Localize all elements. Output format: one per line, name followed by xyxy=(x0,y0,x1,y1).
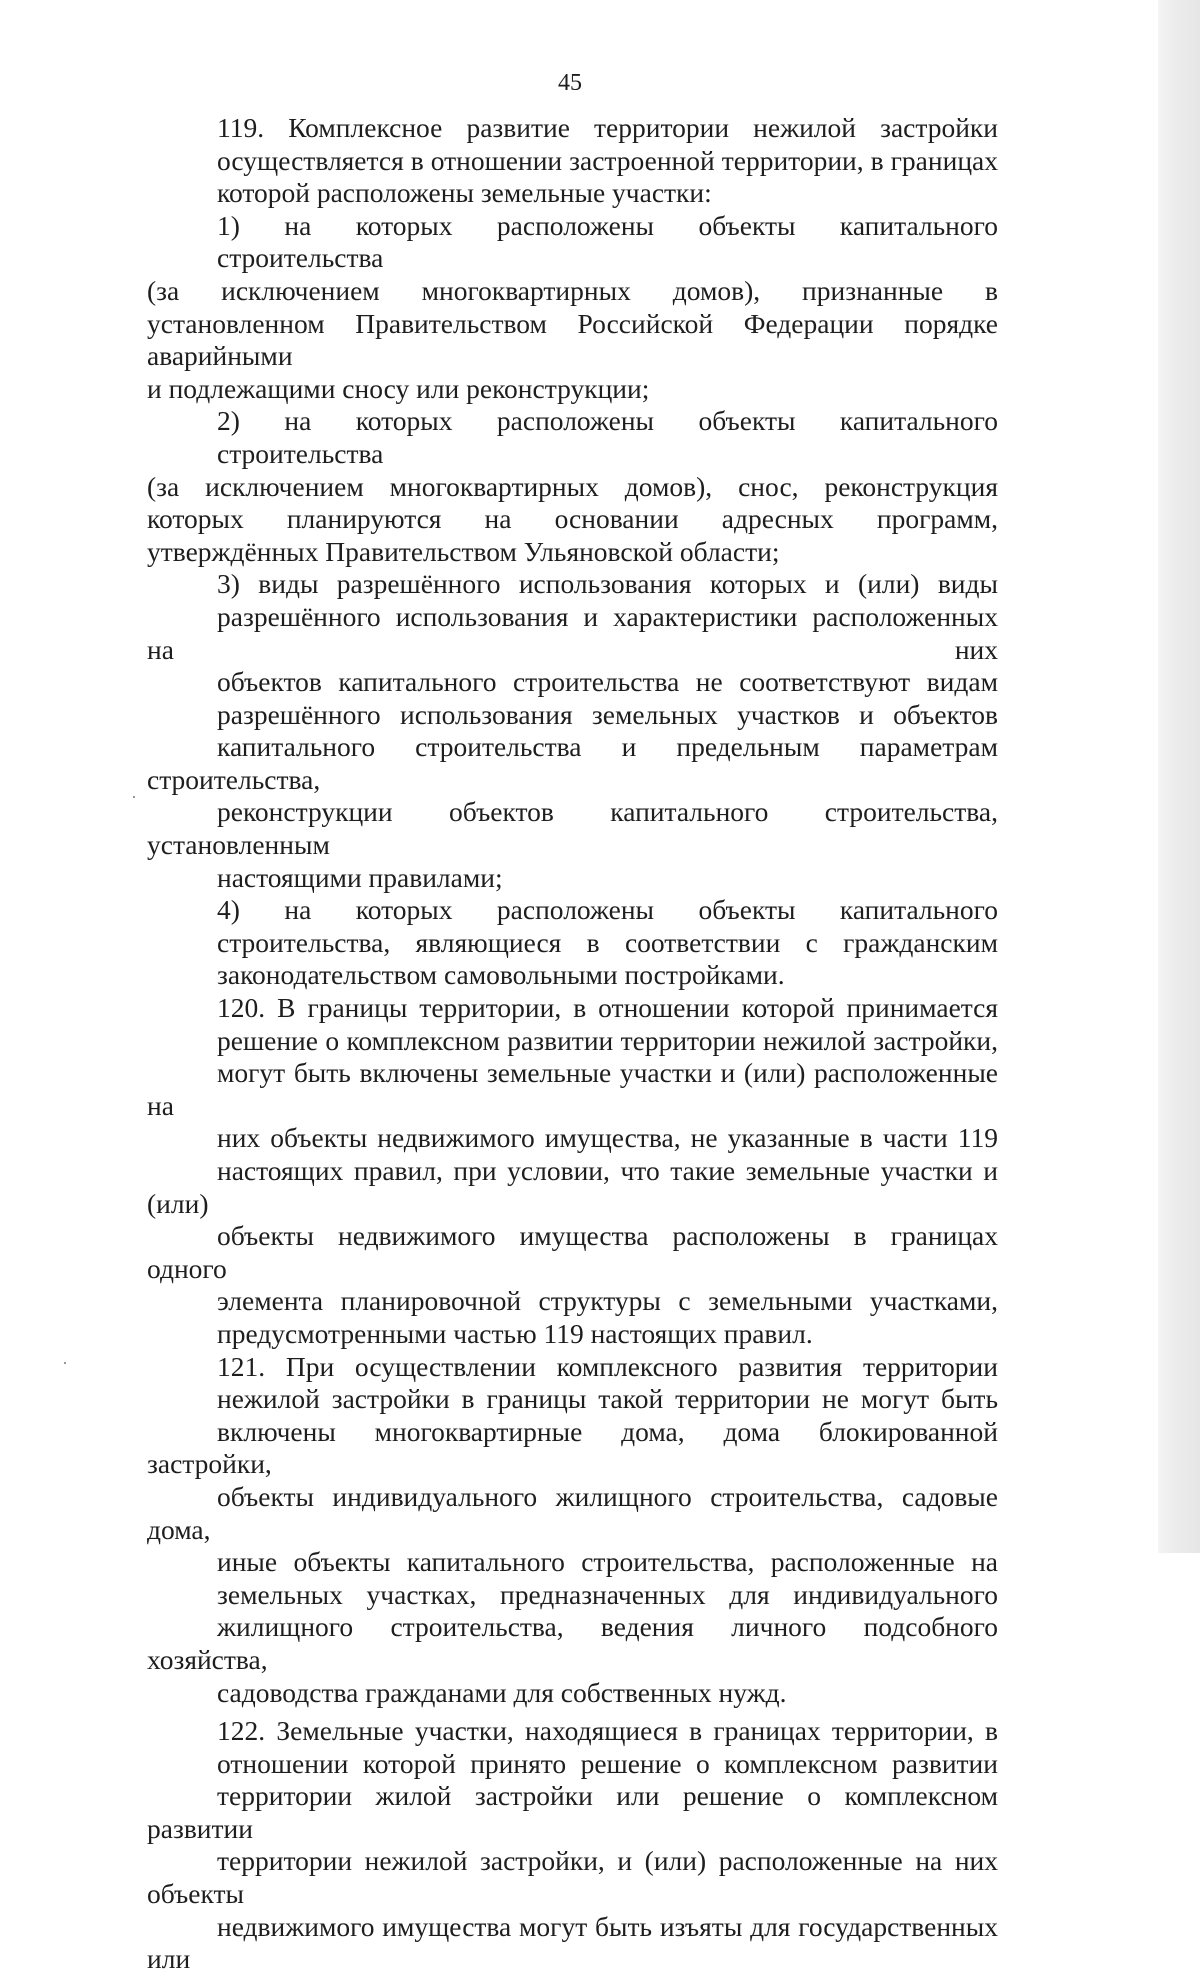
text-line: 119. Комплексное развитие территории нежилой застройки xyxy=(217,112,998,143)
text-line: осуществляется в отношении застроенной территории, в границах xyxy=(217,144,998,176)
text-line: 4) на которых расположены объекты капитального xyxy=(217,894,998,926)
text-line: 121. При осуществлении комплексного развития территории xyxy=(217,1350,998,1382)
paragraph-119-item-4 xyxy=(147,894,998,992)
text-line: территории нежилой застройки, и (или) расположенные на них объекты xyxy=(147,1845,998,1910)
text-line: и подлежащими сносу или реконструкции; xyxy=(147,372,650,404)
text-line: утверждённых Правительством Ульяновской области; xyxy=(147,535,780,567)
paragraph-119-item-2 xyxy=(147,405,998,470)
text-line: территории жилой застройки или решение о комплексном развитии xyxy=(147,1780,998,1844)
text-line: объекты индивидуального жилищного строительства, садовые дома, xyxy=(147,1480,998,1545)
text-line: разрешённого использования земельных участков и объектов xyxy=(217,698,998,730)
text-line: предусмотренными частью 119 настоящих правил. xyxy=(217,1317,813,1349)
text-line: 2) на которых расположены объекты капитального xyxy=(217,405,998,437)
text-line: капитального строительства и предельным параметрам строительства, xyxy=(147,731,998,795)
text-line: которых планируются на основании адресных программ, xyxy=(147,503,998,535)
text-line: земельных участках, предназначенных для индивидуального xyxy=(217,1578,998,1610)
paragraph-119-item-2-cont xyxy=(147,471,998,569)
scan-speck xyxy=(64,1362,66,1364)
text-line: настоящими правилами; xyxy=(217,861,503,893)
page-number: 45 xyxy=(558,70,582,96)
text-line: элемента планировочной структуры с земельными участками, xyxy=(217,1285,998,1317)
paragraph-119-intro xyxy=(147,112,998,210)
document-body xyxy=(147,112,998,1976)
text-line: недвижимого имущества могут быть изъяты для государственных или xyxy=(147,1910,998,1975)
text-line: жилищного строительства, ведения личного подсобного хозяйства, xyxy=(147,1611,998,1675)
text-line: строительства, являющиеся в соответствии с гражданским xyxy=(217,926,998,958)
paragraph-122 xyxy=(147,1715,998,1976)
text-line: (за исключением многоквартирных домов), снос, реконструкция xyxy=(147,470,998,502)
scan-speck xyxy=(133,796,135,798)
text-line: включены многоквартирные дома, дома блокированной застройки, xyxy=(147,1415,998,1480)
text-line: садоводства гражданами для собственных нужд. xyxy=(217,1676,787,1708)
text-line: отношении которой принято решение о комплексном развитии xyxy=(217,1747,998,1779)
paragraph-121 xyxy=(147,1351,998,1710)
text-line: 120. В границы территории, в отношении которой принимается xyxy=(217,992,998,1024)
text-line: нежилой застройки в границы такой территории не могут быть xyxy=(217,1383,998,1415)
paragraph-119-item-1 xyxy=(147,210,998,275)
text-line: установленном Правительством Российской Федерации порядке xyxy=(147,307,998,339)
paragraph-119-item-1-cont xyxy=(147,275,998,373)
text-line: законодательством самовольными постройками. xyxy=(217,959,785,991)
text-line: которой расположены земельные участки: xyxy=(217,177,712,209)
paragraph-119-item-1-end xyxy=(147,373,998,406)
text-line: 122. Земельные участки, находящиеся в границах территории, в xyxy=(217,1715,998,1747)
text-line: настоящих правил, при условии, что такие земельные участки и (или) xyxy=(147,1155,998,1219)
text-line: решение о комплексном развитии территории нежилой застройки, xyxy=(217,1024,998,1056)
text-line: иные объекты капитального строительства, расположенные на xyxy=(217,1546,998,1578)
text-line: строительства xyxy=(217,437,384,469)
text-line: могут быть включены земельные участки и (или) расположенные на xyxy=(147,1057,998,1121)
text-line: 3) виды разрешённого использования которых и (или) виды xyxy=(217,568,998,600)
text-line: строительства xyxy=(217,242,384,274)
text-line: (за исключением многоквартирных домов), признанные в xyxy=(147,274,998,306)
text-line: реконструкции объектов капитального строительства, установленным xyxy=(147,796,998,861)
text-line: них объекты недвижимого имущества, не указанные в части 119 xyxy=(217,1122,998,1154)
scan-shadow-edge xyxy=(1158,0,1200,1553)
paragraph-120 xyxy=(147,992,998,1351)
text-line: аварийными xyxy=(147,340,293,372)
text-line: объекты недвижимого имущества расположены в границах одного xyxy=(147,1220,998,1284)
text-line: 1) на которых расположены объекты капитального xyxy=(217,209,998,241)
paragraph-119-item-3 xyxy=(147,568,998,894)
text-line: разрешённого использования и характеристики расположенных на них xyxy=(147,600,998,665)
text-line: объектов капитального строительства не соответствуют видам xyxy=(217,666,998,698)
